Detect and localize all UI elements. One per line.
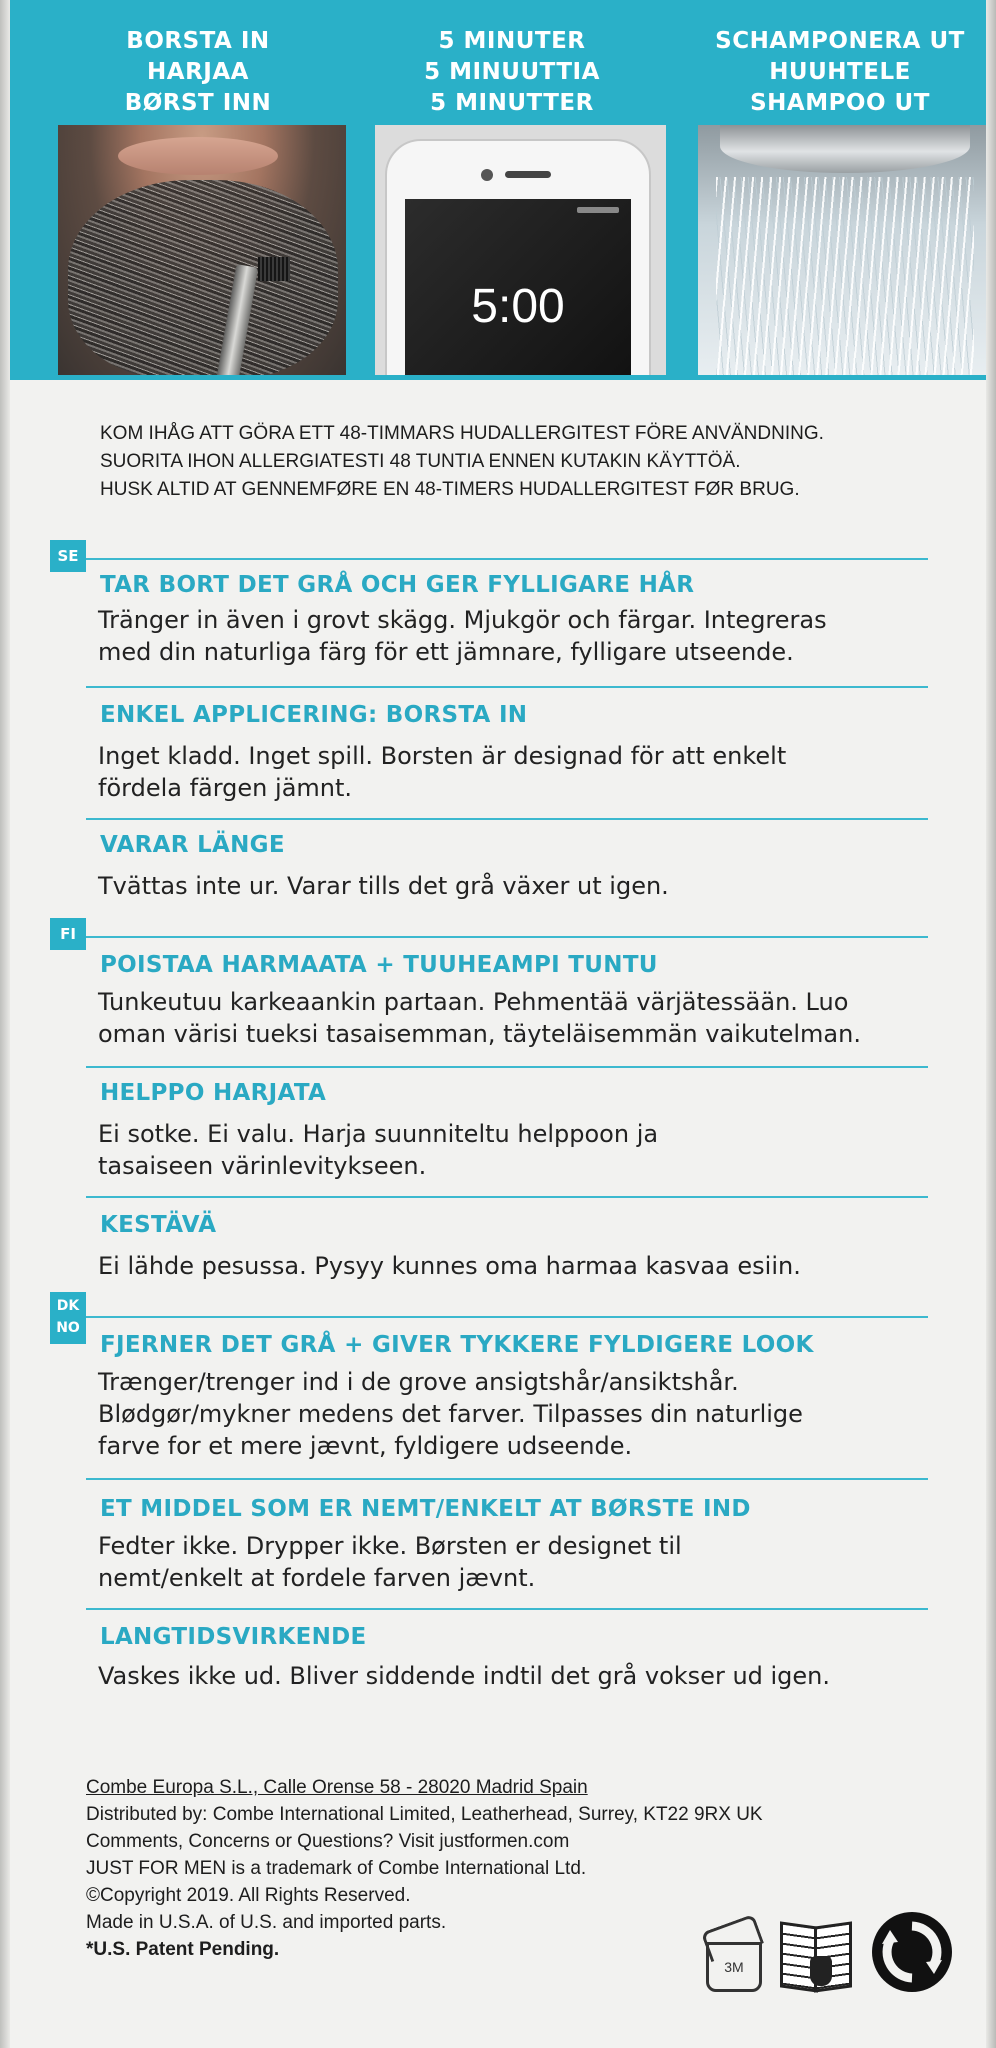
phone-screen (405, 199, 631, 375)
divider (86, 936, 928, 938)
distributor: Distributed by: Combe International Limited, Leatherhead, Surrey, KT22 9RX UK (86, 1804, 763, 1825)
step-3-caption (690, 26, 990, 119)
package-edge-right (986, 0, 996, 2048)
se-title-1: TAR BORT DET GRÅ OCH GER FYLLIGARE HÅR (100, 572, 695, 598)
step-2-line-se: 5 MINUTER (438, 28, 586, 54)
step-1-caption (48, 26, 348, 119)
dkno-text-3: Vaskes ikke ud. Bliver siddende indtil det grå vokser ud igen. (98, 1662, 831, 1690)
divider (86, 558, 928, 560)
warning-fi: SUORITA IHON ALLERGIATESTI 48 TUNTIA ENNEN KUTAKIN KÄYTTÖÄ. (100, 451, 741, 472)
lang-badge-dk: DK (56, 1298, 80, 1314)
fi-text-2: Ei sotke. Ei valu. Harja suunniteltu helppoon ja tasaiseen värinlevitykseen. (98, 1120, 659, 1180)
hand-shape (810, 1956, 832, 1986)
phone (385, 139, 651, 375)
origin-notice: Made in U.S.A. of U.S. and imported parts. (86, 1912, 447, 1933)
timer-display: 5:00 (471, 280, 565, 333)
step-3-line-fi: HUUHTELE (769, 59, 911, 85)
step-2-line-fi: 5 MINUUTTIA (424, 59, 600, 85)
dkno-text-2: Fedter ikke. Drypper ikke. Børsten er designet til nemt/enkelt at fordele farven jævnt. (98, 1532, 682, 1592)
lang-badge-dk-no (50, 1292, 86, 1344)
shower-photo (698, 125, 986, 375)
se-text-2: Inget kladd. Inget spill. Borsten är designad för att enkelt fördela färgen jämnt. (98, 742, 787, 802)
fi-title-3: KESTÄVÄ (100, 1212, 217, 1238)
lang-badge-se: SE (50, 540, 86, 572)
fi-title-1: POISTAA HARMAATA + TUUHEAMPI TUNTU (100, 952, 658, 978)
se-title-2: ENKEL APPLICERING: BORSTA IN (100, 702, 528, 728)
water-stream (716, 177, 974, 375)
status-bar (577, 207, 619, 213)
divider (86, 1196, 928, 1198)
open-jar-icon (704, 1912, 762, 1990)
green-dot-recycle-icon (872, 1912, 952, 1992)
steps-header (10, 0, 986, 380)
fi-text-3: Ei lähde pesussa. Pysyy kunnes oma harmaa kasvaa esiin. (98, 1252, 801, 1280)
phone-camera (481, 169, 493, 181)
package-edge-left (0, 0, 10, 2048)
lang-badge-no: NO (56, 1320, 80, 1336)
dkno-title-2: ET MIDDEL SOM ER NEMT/ENKELT AT BØRSTE IND (100, 1496, 751, 1522)
divider (86, 1066, 928, 1068)
divider (86, 1316, 928, 1318)
manufacturer-address: Combe Europa S.L., Calle Orense 58 - 28020 Madrid Spain (86, 1777, 588, 1798)
dkno-text-1: Trænger/trenger ind i de grove ansigtshår/ansiktshår. Blødgør/mykner medens det farver. Tilpasses din naturlige farve for et mere jævnt, fyldigere udseende. (98, 1368, 803, 1460)
read-instructions-icon (780, 1918, 850, 1990)
patent-notice: *U.S. Patent Pending. (86, 1939, 280, 1960)
pao-label: 3M (706, 1942, 762, 1992)
beard-brush-photo (58, 125, 346, 375)
lips (118, 137, 278, 175)
phone-timer-photo (375, 125, 666, 375)
divider (86, 818, 928, 820)
lang-badge-fi: FI (50, 918, 86, 950)
se-title-3: VARAR LÄNGE (100, 832, 285, 858)
step-2-line-no: 5 MINUTTER (430, 90, 594, 116)
se-text-1: Tränger in även i grovt skägg. Mjukgör och färgar. Integreras med din naturliga färg för ett jämnare, fylligare utseende. (98, 606, 827, 666)
step-2-caption (362, 26, 662, 119)
brush-bristles (258, 257, 290, 281)
shower-head (720, 125, 970, 173)
fi-title-2: HELPPO HARJATA (100, 1080, 327, 1106)
dkno-title-1: FJERNER DET GRÅ + GIVER TYKKERE FYLDIGERE LOOK (100, 1332, 814, 1358)
allergy-warnings (100, 420, 980, 504)
step-1-line-no: BØRST INN (124, 90, 272, 116)
step-3-line-no: SHAMPOO UT (750, 90, 930, 116)
divider (86, 1478, 928, 1480)
step-1-line-se: BORSTA IN (126, 28, 270, 54)
phone-speaker (505, 171, 551, 178)
dkno-title-3: LANGTIDSVIRKENDE (100, 1624, 367, 1650)
divider (86, 1608, 928, 1610)
step-3-line-se: SCHAMPONERA UT (715, 28, 965, 54)
copyright-notice: ©Copyright 2019. All Rights Reserved. (86, 1885, 411, 1906)
warning-dk: HUSK ALTID AT GENNEMFØRE EN 48-TIMERS HUDALLERGITEST FØR BRUG. (100, 479, 800, 500)
divider (86, 686, 928, 688)
beard (68, 180, 338, 375)
contact-info: Comments, Concerns or Questions? Visit justformen.com (86, 1831, 570, 1852)
step-1-line-fi: HARJAA (147, 59, 249, 85)
se-text-3: Tvättas inte ur. Varar tills det grå växer ut igen. (98, 872, 669, 900)
fi-text-1: Tunkeutuu karkeaankin partaan. Pehmentää värjätessään. Luo oman värisi tueksi tasaisemman, täyteläisemmän vaikutelman. (98, 988, 861, 1048)
trademark-notice: JUST FOR MEN is a trademark of Combe International Ltd. (86, 1858, 587, 1879)
recycle-arrows (872, 1912, 952, 1992)
warning-se: KOM IHÅG ATT GÖRA ETT 48-TIMMARS HUDALLERGITEST FÖRE ANVÄNDNING. (100, 423, 824, 444)
